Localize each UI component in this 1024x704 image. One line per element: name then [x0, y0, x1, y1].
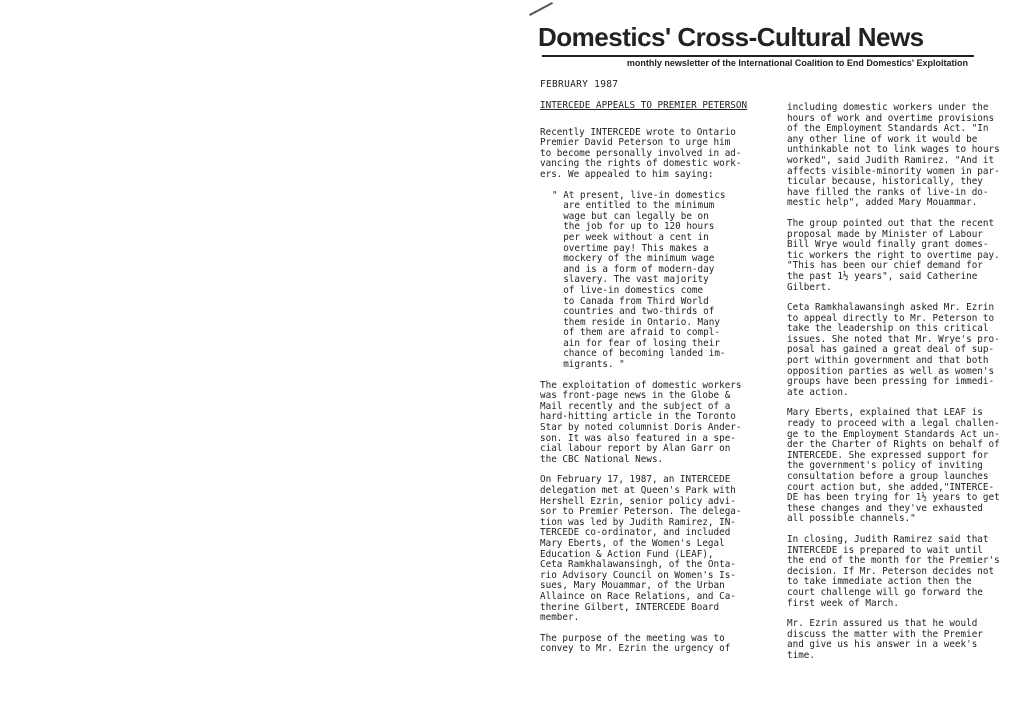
article-column-left [540, 101, 768, 665]
article-paragraph: The group pointed out that the recent proposal made by Minister of Labour Bill Wrye would finally grant domes- tic workers the right to overtime pay. "This has been our chief demand for the past 1½ years", said Catherine Gilbert. [787, 217, 1000, 293]
article-paragraph: The exploitation of domestic workers was front-page news in the Globe & Mail recently and the subject of a hard-hitting article in the Toronto Star by noted columnist Doris Ander- son. It was also featured in a spe- cial labour report by Alan Garr on the CBC National News. [540, 379, 742, 465]
article-quote: " At present, live-in domestics are entitled to the minimum wage but can legally be on the job for up to 120 hours per week without a cent in overtime pay! This makes a mockery of the minimum wage and is a form of modern-day slavery. The vast majority of live-in domestics come to Canada from Third World countries and two-thirds of them reside in Ontario. Many of them are afraid to compl- ain for fear of losing their chance of becoming landed im- migrants. " [552, 189, 726, 371]
masthead-rule [542, 55, 974, 57]
masthead [538, 22, 974, 68]
article-paragraph: On February 17, 1987, an INTERCEDE delegation met at Queen's Park with Hershell Ezrin, senior policy advi- sor to Premier Peterson. The delega- tion was led by Judith Ramirez, IN- TERCEDE co-ordinator, and included Mary Eberts, of the Women's Legal Education & Action Fund (LEAF), Ceta Ramkhalawansingh, of the Onta- rio Advisory Council on Women's Is- sues, Mary Mouammar, of the Urban Allaince on Race Relations, and Ca- therine Gilbert, INTERCEDE Board member. [540, 474, 742, 624]
article-paragraph: Mary Eberts, explained that LEAF is ready to proceed with a legal challen- ge to the Employment Standards Act un- der the Charter of Rights on behalf of INTERCEDE. She expressed support for the government's policy of inviting consultation before a group launches court action but, she added,"INTERCE- DE has been trying for 1½ years to get these changes and they've exhausted all possible channels." [787, 407, 1000, 525]
article-paragraph: In closing, Judith Ramirez said that INTERCEDE is prepared to wait until the end of the month for the Premier's decision. If Mr. Peterson decides not to take immediate action then the court challenge will go forward the first week of March. [787, 533, 1000, 609]
article-paragraph: including domestic workers under the hours of work and overtime provisions of the Employment Standards Act. "In any other line of work it would be unthinkable not to link wages to hours worked", said Judith Ramirez. "And it affects visible-minority women in par- ticular because, historically, they have filled the ranks of live-in do- mestic help", added Mary Mouammar. [787, 102, 1000, 209]
newsletter-subtitle: monthly newsletter of the International Coalition to End Domestics' Exploitation [626, 58, 968, 68]
issue-date: FEBRUARY 1987 [540, 79, 619, 90]
article-headline: INTERCEDE APPEALS TO PREMIER PETERSON [540, 100, 748, 111]
article-paragraph: Recently INTERCEDE wrote to Ontario Premier David Peterson to urge him to become personally involved in ad- vancing the rights of domestic work- ers. We appealed to him saying: [540, 126, 742, 180]
newsletter-title: Domestics' Cross-Cultural News [538, 22, 924, 52]
article-column-right [787, 103, 1015, 672]
article-paragraph: Ceta Ramkhalawansingh asked Mr. Ezrin to appeal directly to Mr. Peterson to take the leadership on this critical issues. She noted that Mr. Wrye's pro- posal has gained a great deal of sup- port within government and that both opposition parties as well as women's groups have been pressing for immedi- ate action. [787, 302, 1000, 398]
pen-mark [529, 2, 553, 16]
article-paragraph: Mr. Ezrin assured us that he would discuss the matter with the Premier and give us his answer in a week's time. [787, 618, 983, 661]
article-paragraph: The purpose of the meeting was to convey to Mr. Ezrin the urgency of [540, 632, 731, 655]
